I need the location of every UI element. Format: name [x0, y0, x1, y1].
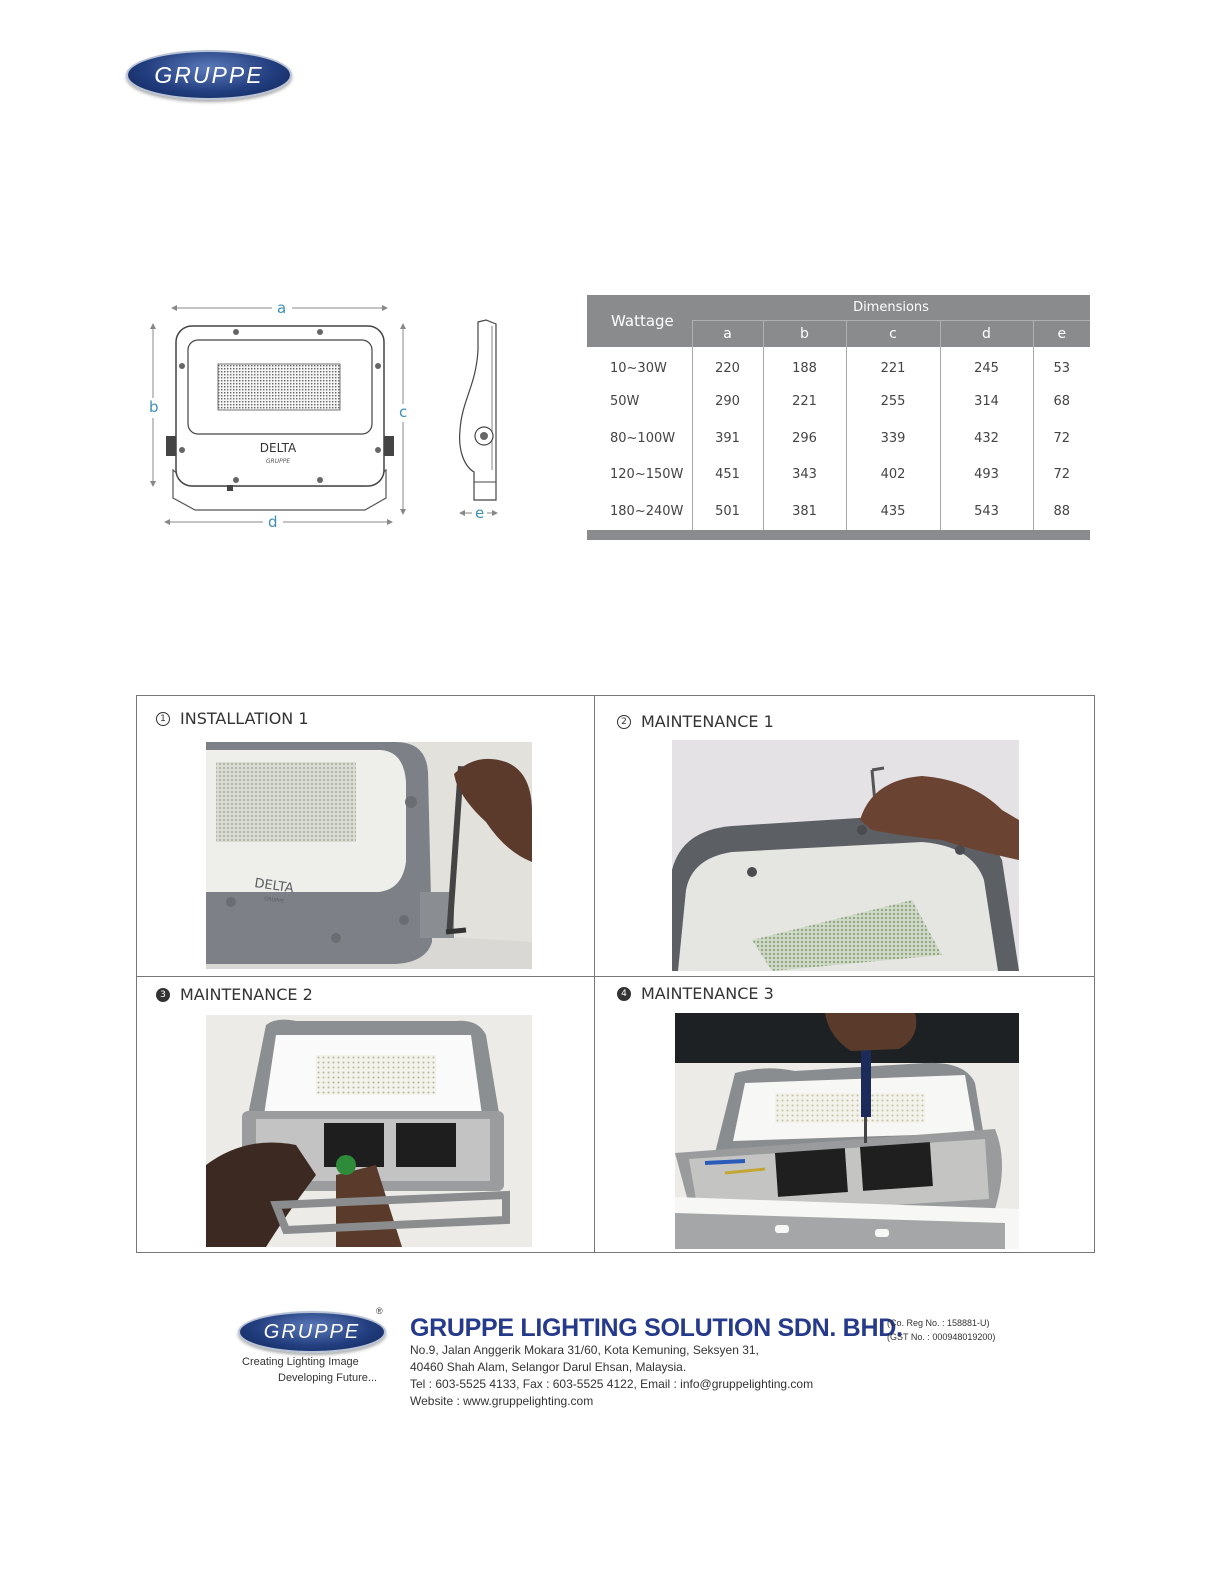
- step-label: MAINTENANCE 1: [641, 712, 774, 731]
- step-label: MAINTENANCE 2: [180, 985, 313, 1004]
- co-reg-number: (Co. Reg No. : 158881-U): [887, 1318, 990, 1328]
- value-cell: 339: [846, 420, 940, 457]
- footer-logo-oval: [238, 1311, 386, 1353]
- value-cell: 296: [763, 420, 846, 457]
- maintenance-3-photo: [675, 1013, 1019, 1249]
- value-cell: 68: [1033, 384, 1090, 421]
- footer-logo-text: GRUPPE: [263, 1320, 361, 1343]
- wattage-header: Wattage: [587, 295, 692, 347]
- company-footer: [236, 1306, 1006, 1410]
- registered-mark: ®: [376, 1306, 383, 1316]
- address-line-2: 40460 Shah Alam, Selangor Darul Ehsan, Malaysia.: [410, 1360, 687, 1374]
- step-title-maintenance-3: [617, 984, 774, 1003]
- step-label: INSTALLATION 1: [180, 709, 309, 728]
- address-line-1: No.9, Jalan Anggerik Mokara 31/60, Kota Kemuning, Seksyen 31,: [410, 1343, 759, 1357]
- step-label: MAINTENANCE 3: [641, 984, 774, 1003]
- dimension-d: [167, 513, 390, 531]
- value-cell: 501: [692, 493, 763, 530]
- value-cell: 72: [1033, 420, 1090, 457]
- value-cell: 88: [1033, 493, 1090, 530]
- tagline-1: Creating Lighting Image: [242, 1356, 359, 1368]
- dimension-b: [149, 326, 159, 484]
- step-number: 3: [156, 988, 170, 1002]
- maintenance-2-photo: [206, 1015, 532, 1247]
- value-cell: 53: [1033, 347, 1090, 384]
- label-c: c: [399, 403, 408, 421]
- column-header-a: a: [692, 320, 763, 347]
- installation-1-photo: [206, 742, 532, 969]
- logo-oval: [126, 50, 292, 100]
- step-number: 1: [156, 712, 170, 726]
- value-cell: 343: [763, 457, 846, 494]
- maintenance-1-photo: [672, 740, 1019, 971]
- tagline-2: Developing Future...: [278, 1372, 378, 1384]
- gruppe-logo: [126, 50, 292, 100]
- product-name: DELTA: [259, 441, 297, 455]
- label-b: b: [149, 398, 159, 416]
- label-d: d: [268, 513, 278, 531]
- dimension-drawing: [140, 290, 520, 540]
- column-header-c: c: [846, 320, 940, 347]
- contact-line: Tel : 603-5525 4133, Fax : 603-5525 4122, Email : info@gruppelighting.com: [410, 1377, 814, 1391]
- value-cell: 543: [940, 493, 1033, 530]
- table-row: [587, 384, 1090, 421]
- column-header-d: d: [940, 320, 1033, 347]
- value-cell: 391: [692, 420, 763, 457]
- dimension-a: [174, 299, 385, 317]
- photo-gruppe-text: GRUPPE: [263, 896, 285, 905]
- table-row: [587, 347, 1090, 384]
- value-cell: 188: [763, 347, 846, 384]
- step-number: 4: [617, 987, 631, 1001]
- wattage-cell: 80~100W: [610, 430, 676, 446]
- wattage-cell: 180~240W: [610, 503, 684, 519]
- value-cell: 220: [692, 347, 763, 384]
- value-cell: 290: [692, 384, 763, 421]
- company-address: [410, 1342, 813, 1410]
- label-e: e: [475, 504, 485, 522]
- company-name: GRUPPE LIGHTING SOLUTION SDN. BHD.: [410, 1314, 903, 1342]
- logo-text: GRUPPE: [154, 61, 264, 88]
- value-cell: 255: [846, 384, 940, 421]
- photo-delta-text: DELTA: [253, 876, 295, 897]
- dimension-e: [462, 504, 495, 522]
- gst-number: (GST No. : 000948019200): [887, 1332, 996, 1342]
- value-cell: 381: [763, 493, 846, 530]
- value-cell: 221: [763, 384, 846, 421]
- value-cell: 432: [940, 420, 1033, 457]
- column-header-b: b: [763, 320, 846, 347]
- wattage-cell: 50W: [610, 394, 640, 410]
- step-title-installation-1: [156, 709, 309, 728]
- table-footer-bar: [587, 530, 1090, 540]
- dimensions-table: [587, 295, 1090, 540]
- label-a: a: [277, 299, 287, 317]
- dimensions-header: Dimensions: [692, 295, 1090, 320]
- website-line: Website : www.gruppelighting.com: [410, 1394, 594, 1408]
- installation-grid: [136, 695, 1095, 1253]
- value-cell: 493: [940, 457, 1033, 494]
- wattage-cell: 10~30W: [610, 360, 667, 376]
- front-view: [166, 326, 394, 510]
- column-header-e: e: [1033, 320, 1090, 347]
- dimension-c: [399, 326, 407, 512]
- value-cell: 314: [940, 384, 1033, 421]
- side-view: [460, 320, 496, 500]
- table-row: [587, 493, 1090, 530]
- table-row: [587, 420, 1090, 457]
- product-brand: GRUPPE: [265, 458, 291, 465]
- value-cell: 245: [940, 347, 1033, 384]
- registration-info: [887, 1316, 995, 1344]
- step-number: 2: [617, 715, 631, 729]
- value-cell: 402: [846, 457, 940, 494]
- value-cell: 72: [1033, 457, 1090, 494]
- step-title-maintenance-1: [617, 712, 774, 731]
- wattage-cell: 120~150W: [610, 467, 684, 483]
- value-cell: 451: [692, 457, 763, 494]
- footer-logo: [238, 1311, 386, 1353]
- value-cell: 435: [846, 493, 940, 530]
- value-cell: 221: [846, 347, 940, 384]
- step-title-maintenance-2: [156, 985, 313, 1004]
- table-row: [587, 457, 1090, 494]
